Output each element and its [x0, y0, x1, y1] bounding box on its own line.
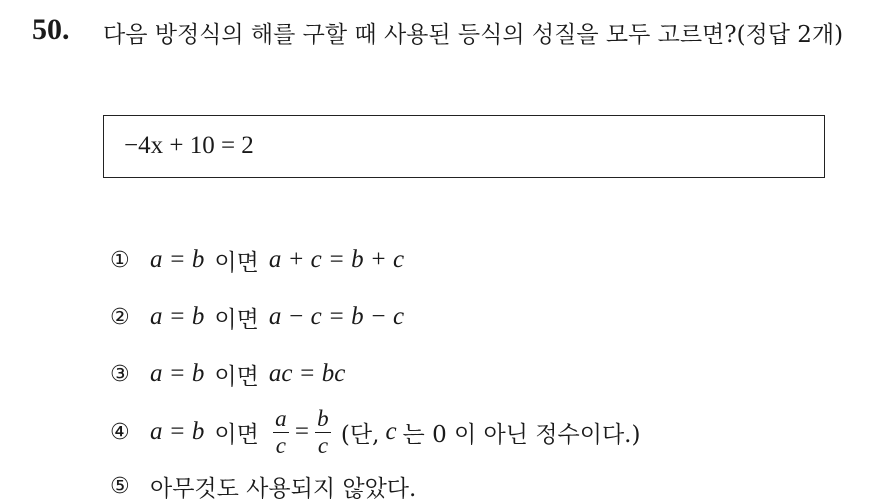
option-2-connector: 이면 [214, 306, 259, 333]
option-4-fraction-left [273, 407, 289, 458]
option-4-fraction-right [315, 407, 331, 458]
fraction-right-denominator: c [317, 432, 329, 458]
option-5-mark: ⑤ [110, 473, 130, 499]
option-3[interactable] [110, 354, 345, 394]
option-2-premise: a = b [150, 303, 205, 330]
option-1[interactable] [110, 240, 404, 280]
option-3-connector: 이면 [214, 363, 259, 390]
option-4-premise: a = b [150, 418, 205, 445]
option-4-condition-open: (단, [340, 421, 380, 448]
option-4-mark: ④ [110, 419, 130, 445]
option-3-premise: a = b [150, 360, 205, 387]
option-4[interactable] [110, 406, 640, 458]
option-2-mark: ② [110, 304, 130, 330]
fraction-left-numerator: a [275, 405, 287, 431]
option-1-mark: ① [110, 247, 130, 273]
option-3-mark: ③ [110, 361, 130, 387]
option-4-equals: = [294, 418, 309, 445]
option-4-connector: 이면 [214, 421, 259, 448]
option-1-connector: 이면 [214, 249, 259, 276]
option-2-result: a − c = b − c [268, 303, 405, 330]
option-1-premise: a = b [150, 246, 205, 273]
equation: −4x + 10 = 2 [124, 132, 254, 159]
equation-box [103, 115, 825, 178]
question-text: 다음 방정식의 해를 구할 때 사용된 등식의 성질을 모두 고르면?(정답 2개) [103, 22, 844, 48]
option-3-result: ac = bc [268, 360, 346, 387]
fraction-left-denominator: c [275, 432, 286, 458]
option-5-text: 아무것도 사용되지 않았다. [150, 475, 417, 499]
option-5[interactable] [110, 466, 416, 499]
option-1-result: a + c = b + c [268, 246, 405, 273]
option-2[interactable] [110, 297, 404, 337]
option-4-condition-var: c [385, 418, 397, 445]
option-4-condition-rest: 는 0 이 아닌 정수이다.) [402, 421, 641, 448]
question-number: 50. [32, 13, 70, 46]
fraction-right-numerator: b [317, 405, 329, 431]
